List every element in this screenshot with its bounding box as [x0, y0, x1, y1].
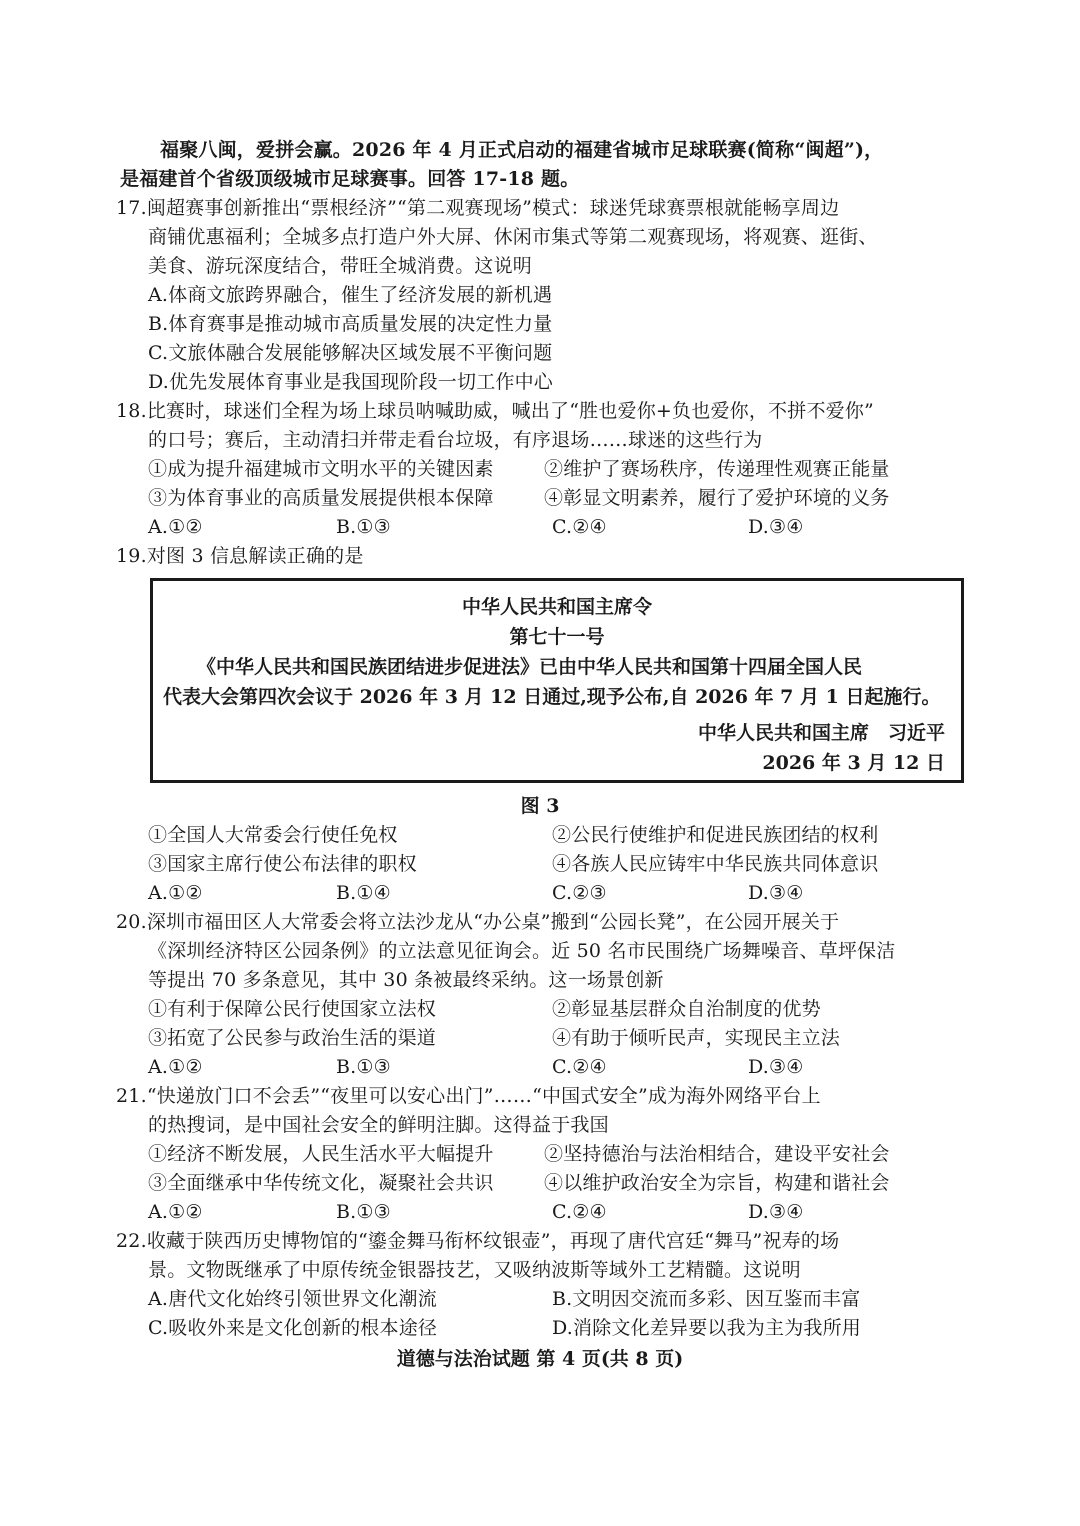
q18-statement-2: ②维护了赛场秩序，传递理性观赛正能量	[544, 458, 890, 480]
q21-option-b: B.①③	[336, 1201, 391, 1223]
q17-option-d: D.优先发展体育事业是我国现阶段一切工作中心	[148, 371, 553, 393]
q21-option-a: A.①②	[148, 1201, 203, 1223]
q21-option-d: D.③④	[748, 1201, 804, 1223]
q19-statement-4: ④各族人民应铸牢中华民族共同体意识	[552, 853, 879, 875]
q19-option-d: D.③④	[748, 882, 804, 904]
q21-statement-3: ③全面继承中华传统文化，凝聚社会共识	[148, 1172, 494, 1194]
q21-statement-4: ④以维护政治安全为宗旨，构建和谐社会	[544, 1172, 890, 1194]
q18-option-a: A.①②	[148, 516, 203, 538]
q19-stem: 19.对图 3 信息解读正确的是	[116, 545, 364, 567]
presidential-decree-figure	[150, 578, 964, 783]
decree-signer: 中华人民共和国主席 习近平	[697, 722, 945, 744]
q20-stem-3: 等提出 70 多条意见，其中 30 条被最终采纳。这一场景创新	[148, 969, 664, 991]
q18-option-b: B.①③	[336, 516, 391, 538]
q18-stem-2: 的口号；赛后，主动清扫并带走看台垃圾，有序退场……球迷的这些行为	[148, 429, 763, 451]
q20-stem-1: 20.深圳市福田区人大常委会将立法沙龙从“办公桌”搬到“公园长凳”，在公园开展关于	[116, 911, 840, 933]
q18-option-c: C.②④	[552, 516, 607, 538]
q20-statement-1: ①有利于保障公民行使国家立法权	[148, 998, 437, 1020]
q17-option-b: B.体育赛事是推动城市高质量发展的决定性力量	[148, 313, 553, 335]
q22-option-d: D.消除文化差异要以我为主为我所用	[552, 1317, 861, 1339]
decree-body-2: 代表大会第四次会议于 2026 年 3 月 12 日通过,现予公布,自 2026 年 7 月 1 日起施行。	[163, 686, 941, 708]
q22-stem-1: 22.收藏于陕西历史博物馆的“鎏金舞马衔杯纹银壶”，再现了唐代宫廷“舞马”祝寿的场	[116, 1230, 840, 1252]
q18-stem-1: 18.比赛时，球迷们全程为场上球员呐喊助威，喊出了“胜也爱你+负也爱你，不拼不爱你”	[116, 400, 874, 422]
q17-stem-1: 17.闽超赛事创新推出“票根经济”“第二观赛现场”模式：球迷凭球赛票根就能畅享周边	[116, 197, 840, 219]
q22-option-a: A.唐代文化始终引领世界文化潮流	[148, 1288, 437, 1310]
q21-statement-1: ①经济不断发展，人民生活水平大幅提升	[148, 1143, 494, 1165]
q21-option-c: C.②④	[552, 1201, 607, 1223]
q17-option-a: A.体商文旅跨界融合，催生了经济发展的新机遇	[148, 284, 553, 306]
q20-option-c: C.②④	[552, 1056, 607, 1078]
decree-body-1: 《中华人民共和国民族团结进步促进法》已由中华人民共和国第十四届全国人民	[197, 656, 863, 678]
decree-title: 中华人民共和国主席令	[461, 596, 652, 618]
q22-option-c: C.吸收外来是文化创新的根本途径	[148, 1317, 438, 1339]
q21-stem-1: 21.“快递放门口不会丢”“夜里可以安心出门”……“中国式安全”成为海外网络平台上	[116, 1085, 821, 1107]
q19-statement-1: ①全国人大常委会行使任免权	[148, 824, 398, 846]
page-footer: 道德与法治试题 第 4 页(共 8 页)	[396, 1348, 684, 1370]
q20-option-b: B.①③	[336, 1056, 391, 1078]
figure-caption: 图 3	[520, 795, 560, 817]
q19-option-c: C.②③	[552, 882, 607, 904]
q20-statement-4: ④有助于倾听民声，实现民主立法	[552, 1027, 841, 1049]
q18-statement-3: ③为体育事业的高质量发展提供根本保障	[148, 487, 494, 509]
q20-statement-2: ②彰显基层群众自治制度的优势	[552, 998, 821, 1020]
q20-option-d: D.③④	[748, 1056, 804, 1078]
q20-option-a: A.①②	[148, 1056, 203, 1078]
q20-statement-3: ③拓宽了公民参与政治生活的渠道	[148, 1027, 437, 1049]
q19-statement-2: ②公民行使维护和促进民族团结的权利	[552, 824, 879, 846]
q22-stem-2: 景。文物既继承了中原传统金银器技艺，又吸纳波斯等域外工艺精髓。这说明	[148, 1259, 801, 1281]
q20-stem-2: 《深圳经济特区公园条例》的立法意见征询会。近 50 名市民围绕广场舞噪音、草坪保洁	[148, 940, 896, 962]
q21-statement-2: ②坚持德治与法治相结合，建设平安社会	[544, 1143, 890, 1165]
q19-statement-3: ③国家主席行使公布法律的职权	[148, 853, 417, 875]
q17-option-c: C.文旅体融合发展能够解决区域发展不平衡问题	[148, 342, 553, 364]
q19-option-b: B.①④	[336, 882, 391, 904]
q17-stem-3: 美食、游玩深度结合，带旺全城消费。这说明	[148, 255, 533, 277]
q21-stem-2: 的热搜词，是中国社会安全的鲜明注脚。这得益于我国	[148, 1114, 609, 1136]
intro-line-1: 福聚八闽，爱拼会赢。2026 年 4 月正式启动的福建省城市足球联赛(简称“闽超”)，	[160, 139, 884, 161]
q22-option-b: B.文明因交流而多彩、因互鉴而丰富	[552, 1288, 861, 1310]
decree-date: 2026 年 3 月 12 日	[762, 752, 945, 774]
intro-line-2: 是福建首个省级顶级城市足球赛事。回答 17-18 题。	[120, 168, 580, 190]
q18-statement-4: ④彰显文明素养，履行了爱护环境的义务	[544, 487, 890, 509]
decree-number: 第七十一号	[509, 626, 605, 648]
q19-option-a: A.①②	[148, 882, 203, 904]
q18-statement-1: ①成为提升福建城市文明水平的关键因素	[148, 458, 494, 480]
q17-stem-2: 商铺优惠福利；全城多点打造户外大屏、休闲市集式等第二观赛现场，将观赛、逛街、	[148, 226, 878, 248]
q18-option-d: D.③④	[748, 516, 804, 538]
